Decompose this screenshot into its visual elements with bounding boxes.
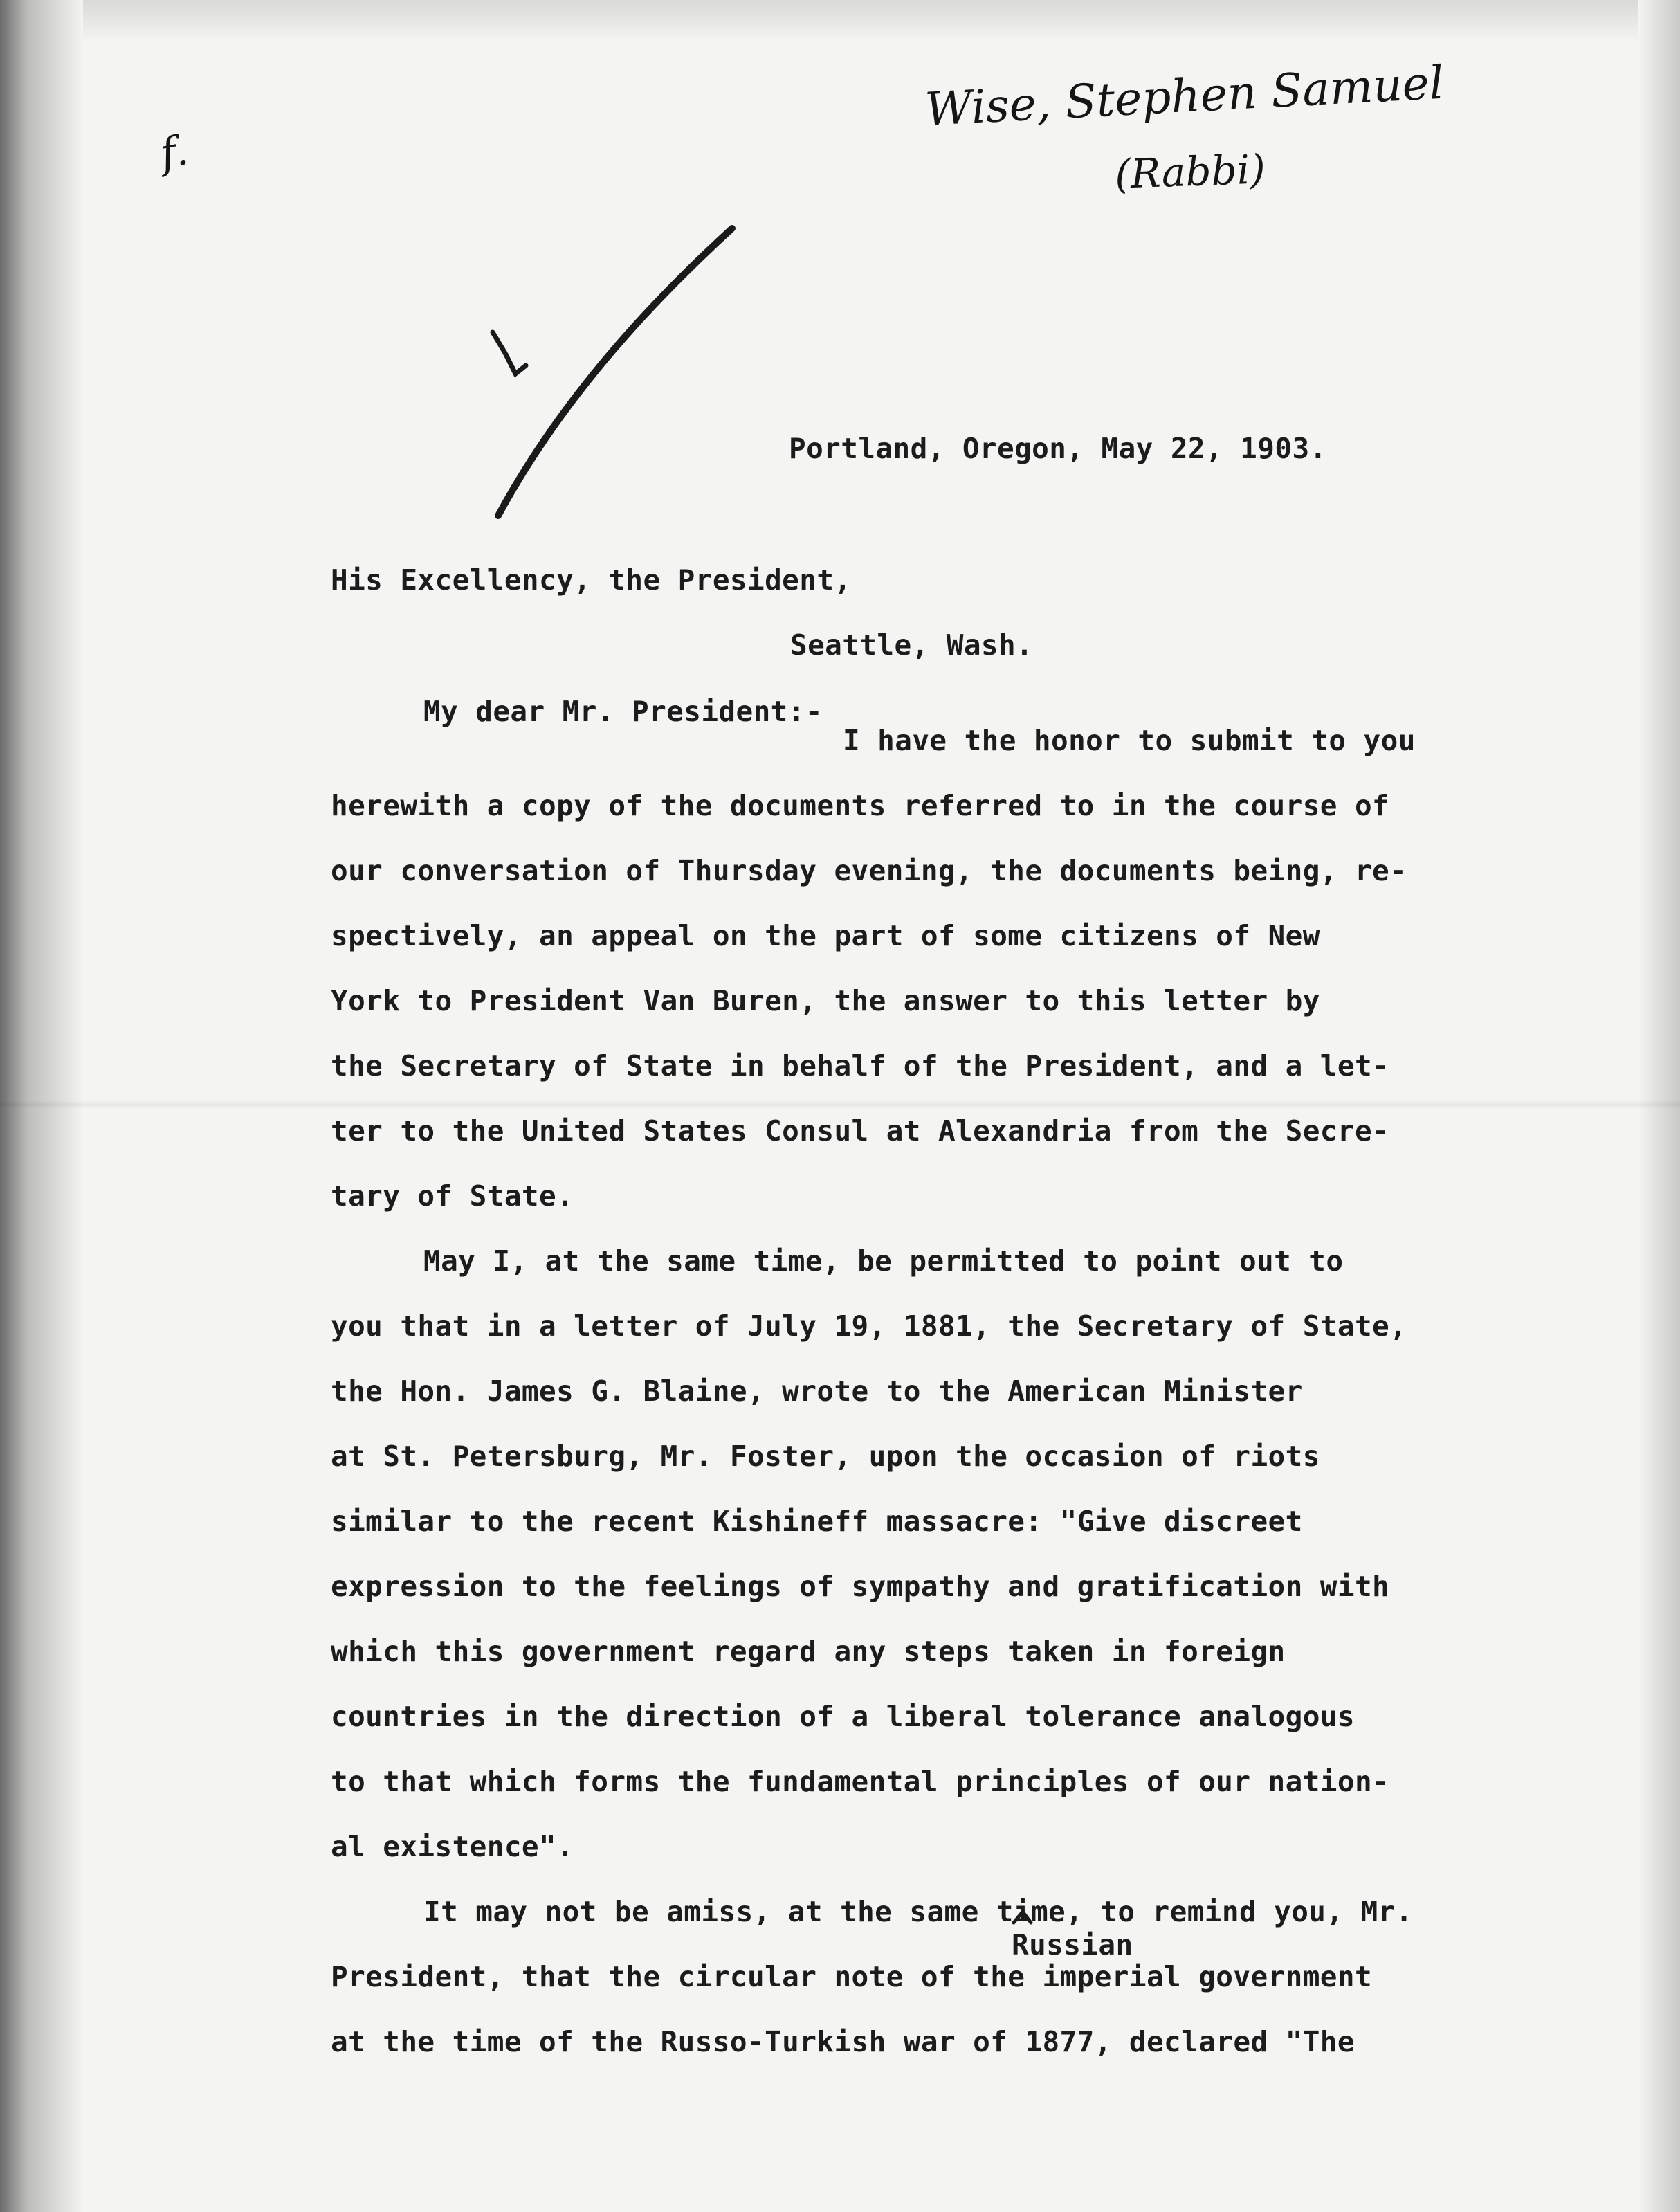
paragraph-2-line: similar to the recent Kishineff massacre: "Give discreet xyxy=(331,1505,1303,1538)
paragraph-1-line: the Secretary of State in behalf of the President, and a let- xyxy=(331,1049,1390,1082)
addressee: His Excellency, the President, xyxy=(331,563,852,597)
paragraph-2-line: countries in the direction of a liberal tolerance analogous xyxy=(331,1700,1355,1733)
handwritten-corner-mark: f. xyxy=(156,126,192,179)
paragraph-1-line: our conversation of Thursday evening, the documents being, re- xyxy=(331,854,1407,887)
paragraph-2-line: which this government regard any steps taken in foreign xyxy=(331,1635,1286,1668)
handwritten-title: (Rabbi) xyxy=(1114,145,1266,198)
addressee-location: Seattle, Wash. xyxy=(790,628,1034,662)
dateline: Portland, Oregon, May 22, 1903. xyxy=(789,432,1327,465)
paragraph-1-line: York to President Van Buren, the answer to this letter by xyxy=(331,984,1320,1017)
paragraph-3-line: President, that the circular note of the imperial government xyxy=(331,1960,1373,1993)
paragraph-2-line: May I, at the same time, be permitted to point out to xyxy=(423,1244,1344,1278)
inserted-word: Russian xyxy=(1012,1928,1133,1961)
paragraph-2-line: al existence". xyxy=(331,1830,574,1863)
paragraph-2-line: to that which forms the fundamental principles of our nation- xyxy=(331,1765,1390,1798)
paragraph-1-line: I have the honor to submit to you xyxy=(843,724,1416,757)
paragraph-2-line: the Hon. James G. Blaine, wrote to the American Minister xyxy=(331,1375,1303,1408)
paragraph-1-line: tary of State. xyxy=(331,1179,574,1213)
paragraph-2-line: at St. Petersburg, Mr. Foster, upon the occasion of riots xyxy=(331,1440,1320,1473)
paragraph-1-line: ter to the United States Consul at Alexandria from the Secre- xyxy=(331,1114,1390,1148)
paragraph-3-line: It may not be amiss, at the same time, to remind you, Mr. xyxy=(423,1895,1413,1928)
paragraph-2-line: you that in a letter of July 19, 1881, the Secretary of State, xyxy=(331,1309,1407,1343)
paragraph-3-line: at the time of the Russo-Turkish war of 1877, declared "The xyxy=(331,2025,1355,2058)
salutation: My dear Mr. President:- xyxy=(423,695,823,728)
handwritten-name: Wise, Stephen Samuel xyxy=(924,55,1445,136)
paragraph-1-line: herewith a copy of the documents referred to in the course of xyxy=(331,789,1390,822)
paragraph-1-line: spectively, an appeal on the part of some citizens of New xyxy=(331,919,1320,952)
paragraph-2-line: expression to the feelings of sympathy and gratification with xyxy=(331,1570,1390,1603)
